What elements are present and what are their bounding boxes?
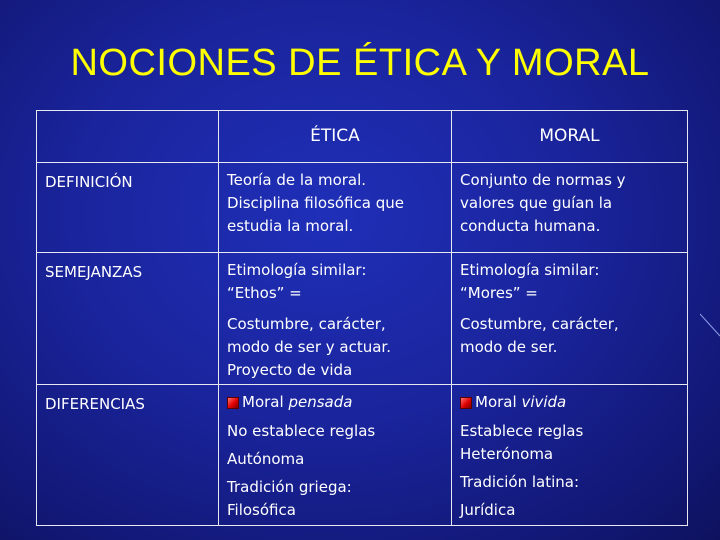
text-line: valores que guían la <box>460 194 613 212</box>
cell-semejanzas-etica <box>219 253 452 385</box>
cell-semejanzas-moral <box>452 253 687 385</box>
bullet-emphasis: pensada <box>288 393 353 411</box>
text-line: conducta humana. <box>460 217 601 235</box>
text-line: modo de ser y actuar. <box>227 338 391 356</box>
text-line: No establece reglas <box>227 422 376 440</box>
bullet-word: Moral <box>475 393 517 411</box>
cell-diferencias-moral <box>452 385 687 525</box>
text-line: modo de ser. <box>460 338 558 356</box>
cell-definicion-etica <box>219 163 452 253</box>
cell-definicion-moral <box>452 163 687 253</box>
text-line: Proyecto de vida <box>227 361 353 379</box>
text-line: Teoría de la moral. <box>227 171 367 189</box>
header-etica: ÉTICA <box>219 111 452 163</box>
header-empty-cell <box>37 111 219 163</box>
header-moral: MORAL <box>452 111 687 163</box>
row-label-definicion: DEFINICIÓN <box>37 163 219 253</box>
text-line: Costumbre, carácter, <box>460 315 619 333</box>
red-square-bullet-icon <box>460 397 472 409</box>
text-line: “Ethos” = <box>227 284 302 302</box>
bullet-emphasis: vivida <box>521 393 567 411</box>
bullet-line <box>227 391 445 414</box>
text-line: Establece reglas <box>460 422 584 440</box>
text-line: Autónoma <box>227 450 305 468</box>
bullet-line <box>460 391 681 414</box>
row-label-semejanzas: SEMEJANZAS <box>37 253 219 385</box>
text-line: estudia la moral. <box>227 217 354 235</box>
text-line: Etimología similar: <box>460 261 600 279</box>
comparison-table <box>36 110 688 526</box>
text-line: Tradición griega: <box>227 478 352 496</box>
decorative-line <box>700 310 720 340</box>
text-line: Tradición latina: <box>460 473 580 491</box>
text-line: Etimología similar: <box>227 261 367 279</box>
page-title: NOCIONES DE ÉTICA Y MORAL <box>70 42 650 84</box>
bullet-word: Moral <box>242 393 284 411</box>
text-line: Costumbre, carácter, <box>227 315 386 333</box>
text-line: Heterónoma <box>460 445 554 463</box>
text-line: Filosófica <box>227 501 296 519</box>
row-label-diferencias: DIFERENCIAS <box>37 385 219 525</box>
text-line: “Mores” = <box>460 284 538 302</box>
text-line: Jurídica <box>460 501 516 519</box>
text-line: Disciplina filosófica que <box>227 194 404 212</box>
text-line: Conjunto de normas y <box>460 171 626 189</box>
cell-diferencias-etica <box>219 385 452 525</box>
red-square-bullet-icon <box>227 397 239 409</box>
